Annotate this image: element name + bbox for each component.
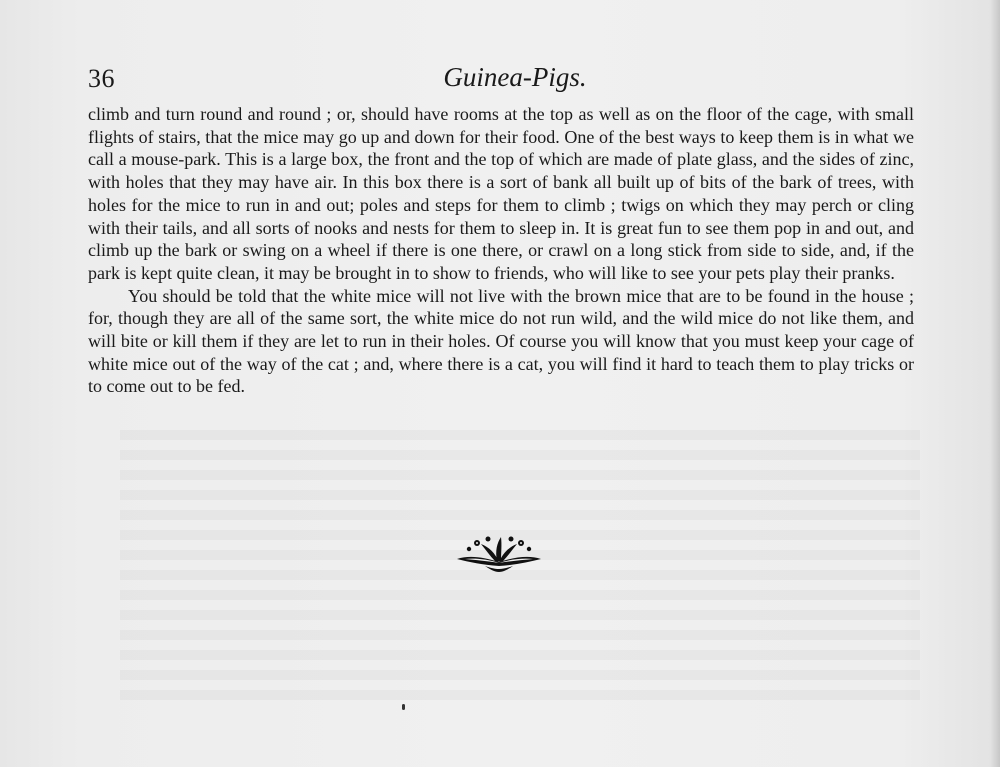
paragraph-1: climb and turn round and round ; or, should have rooms at the top as well as on the floor of the cage, with small flights of stairs, that the mice may go up and down for their food. One of the best ways to keep them is in what we call a mouse-park. This is a large box, the front and the top of which are made of plate glass, and the sides of zinc, with holes that they may have air. In this box there is a sort of bank all built up of bits of the bark of trees, with holes for the mice to run in and out; poles and steps for them to climb ; twigs on which they may perch or cling with their tails, and all sorts of nooks and nests for them to sleep in. It is great fun to see them pop in and out, and climb up the bark or swing on a wheel if there is one there, or crawl on a long stick from side to side, and, if the park is kept quite clean, it may be brought in to show to friends, who will like to see your pets play their pranks. [88,104,914,283]
body-text [88,103,914,398]
running-title: Guinea-Pigs. [443,62,587,92]
paragraph-2: You should be told that the white mice will not live with the brown mice that are to be found in the house ; for, though they are all of the same sort, the white mice do not run wild, and the wild mice do not like them, and will bite or kill them if they are let to run in their holes. Of course you will know that you must keep your cage of white mice out of the way of the cat ; and, where there is a cat, you will find it hard to teach them to play tricks or to come out to be fed. [88,285,914,397]
ink-speck [402,704,405,710]
page-number: 36 [88,64,115,93]
floral-ornament-icon [455,535,543,573]
page-header [0,62,1000,96]
